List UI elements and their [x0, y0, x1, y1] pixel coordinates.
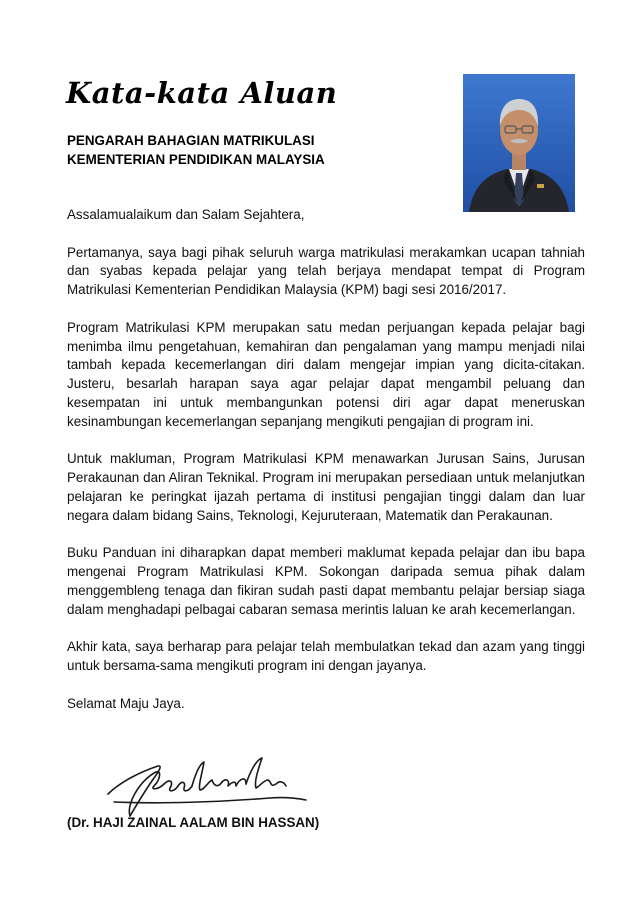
- greeting-paragraph: Assalamualaikum dan Salam Sejahtera,: [67, 207, 305, 222]
- position-line-2: KEMENTERIAN PENDIDIKAN MALAYSIA: [67, 152, 325, 167]
- welcome-letter-body: [67, 206, 585, 732]
- author-position: [67, 131, 325, 169]
- signatory-name: (Dr. HAJI ZAINAL AALAM BIN HASSAN): [67, 815, 320, 830]
- paragraph-guidebook: Buku Panduan ini diharapkan dapat memberi maklumat kepada pelajar dan ibu bapa mengenai Program Matrikulasi KPM. Sokongan daripada semua pihak dalam menggembleng tenaga dan fikiran sudah pasti dapat membantu pelajar bersiap siaga dalam menghadapi pelbagai cabaran semasa merintis laluan ke arah kecemerlangan.: [67, 545, 585, 617]
- position-line-1: PENGARAH BAHAGIAN MATRIKULASI: [67, 133, 315, 148]
- paragraph-closing: Akhir kata, saya berharap para pelajar telah membulatkan tekad dan azam yang tinggi untuk bersama-sama mengikuti program ini dengan jayanya.: [67, 639, 585, 674]
- paragraph-congratulations: Pertamanya, saya bagi pihak seluruh warga matrikulasi merakamkan ucapan tahniah dan syabas kepada pelajar yang telah berjaya mendapat tempat di Program Matrikulasi Kementerian Pendidikan Malaysia (KPM) bagi sesi 2016/2017.: [67, 244, 585, 298]
- closing-salutation: Selamat Maju Jaya.: [67, 695, 185, 711]
- paragraph-programs-offered: Untuk makluman, Program Matrikulasi KPM menawarkan Jurusan Sains, Jurusan Perakaunan dan Aliran Teknikal. Program ini merupakan persediaan untuk melanjutkan pelajaran ke peringkat ijazah pertama di institusi pengajian tinggi dalam dan luar negara dalam bidang Sains, Teknologi, Kejuruteraan, Matematik dan Perakaunan.: [67, 451, 585, 523]
- paragraph-program-purpose: Program Matrikulasi KPM merupakan satu medan perjuangan kepada pelajar bagi menimba ilmu pengetahuan, kemahiran dan pengalaman yang mampu menjadi nilai tambah kepada kecemerlangan diri dalam mengejar impian yang dicita-citakan. Justeru, besarlah harapan saya agar pelajar dapat mengambil peluang dan kesempatan ini untuk membangunkan potensi diri agar dapat meneruskan kesinambungan kecemerlangan sepanjang mengikuti pengajian di program ini.: [67, 319, 585, 429]
- portrait-photo: [463, 74, 575, 212]
- page-title: Kata-kata Aluan: [66, 76, 338, 110]
- handwritten-signature: [100, 752, 320, 822]
